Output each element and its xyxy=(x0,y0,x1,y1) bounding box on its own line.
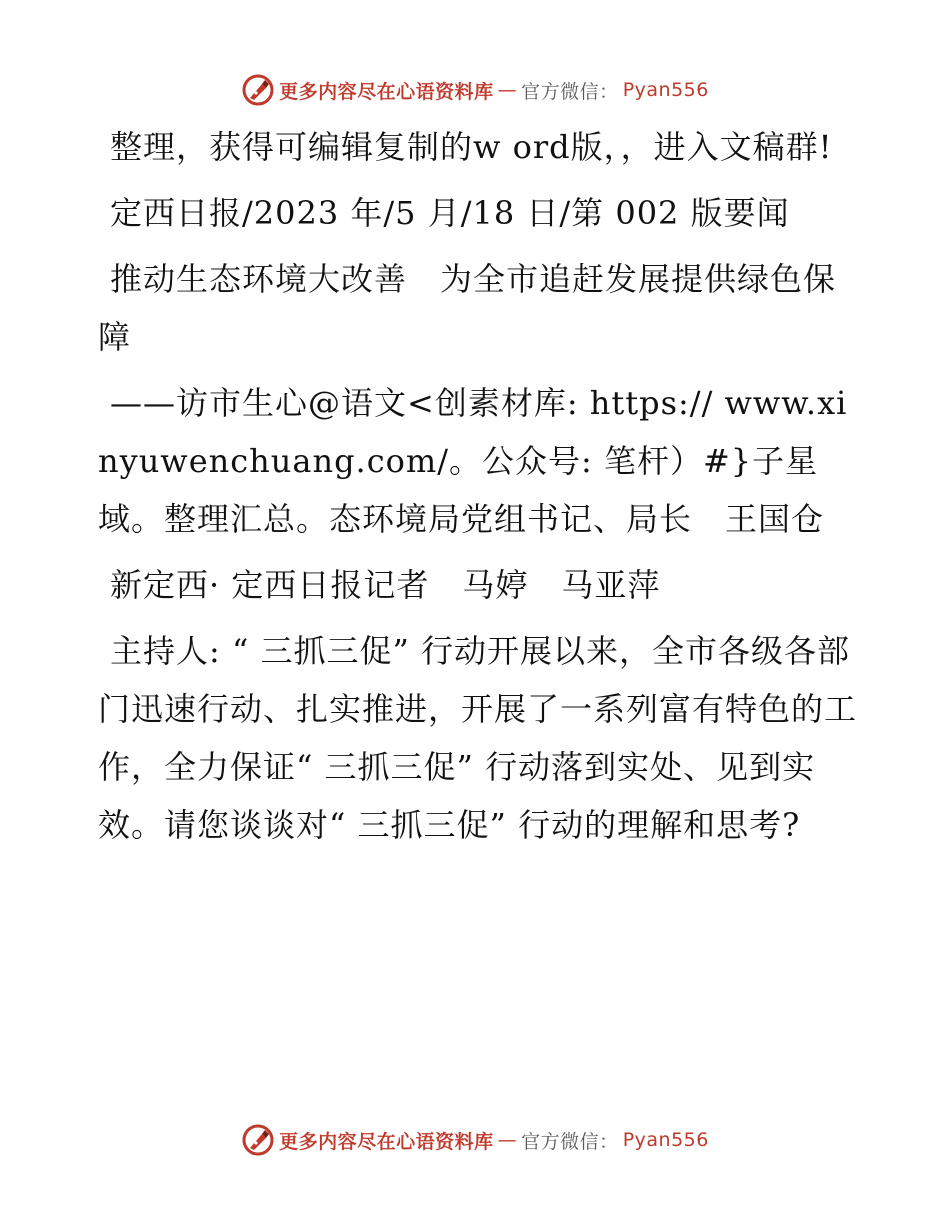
banner-dash: — xyxy=(497,79,518,101)
pen-nib-circle-icon xyxy=(241,1123,275,1157)
document-body xyxy=(98,118,858,862)
banner-wechat-id: Pyan556 xyxy=(622,79,709,101)
footer-banner xyxy=(0,1120,950,1160)
header-banner xyxy=(0,70,950,110)
pen-nib-circle-icon xyxy=(241,73,275,107)
publication-line: 定西日报/2023 年/5 月/18 日/第 002 版要闻 xyxy=(110,194,790,232)
banner-wechat-label: 官方微信： xyxy=(521,80,619,103)
banner-wechat-label: 官方微信： xyxy=(521,1130,619,1153)
banner-wechat-id: Pyan556 xyxy=(622,1129,709,1151)
banner-main-text: 更多内容尽在心语资料库 xyxy=(279,1130,494,1153)
banner-dash: — xyxy=(497,1129,518,1151)
intro-paragraph: 整理，获得可编辑复制的w ord版，，进入文稿群! xyxy=(110,128,833,166)
article-title: 推动生态环境大改善 为全市追赶发展提供绿色保障 xyxy=(98,260,837,356)
byline: 新定西· 定西日报记者 马婷 马亚萍 xyxy=(110,566,661,604)
article-subtitle: ——访市生心@语文<创素材库: https:// www.xinyuwenchuang.com/。公众号: 笔杆）#}子星域。整理汇总。态环境局党组书记、局长 王国仓 xyxy=(98,384,848,538)
banner-main-text: 更多内容尽在心语资料库 xyxy=(279,80,494,103)
host-question: 主持人: “ 三抓三促” 行动开展以来，全市各级各部门迅速行动、扎实推进，开展了一系列富有特色的工作，全力保证“ 三抓三促” 行动落到实处、见到实效。请您谈谈对“ 三抓三促” 行动的理解和思考? xyxy=(98,632,858,844)
